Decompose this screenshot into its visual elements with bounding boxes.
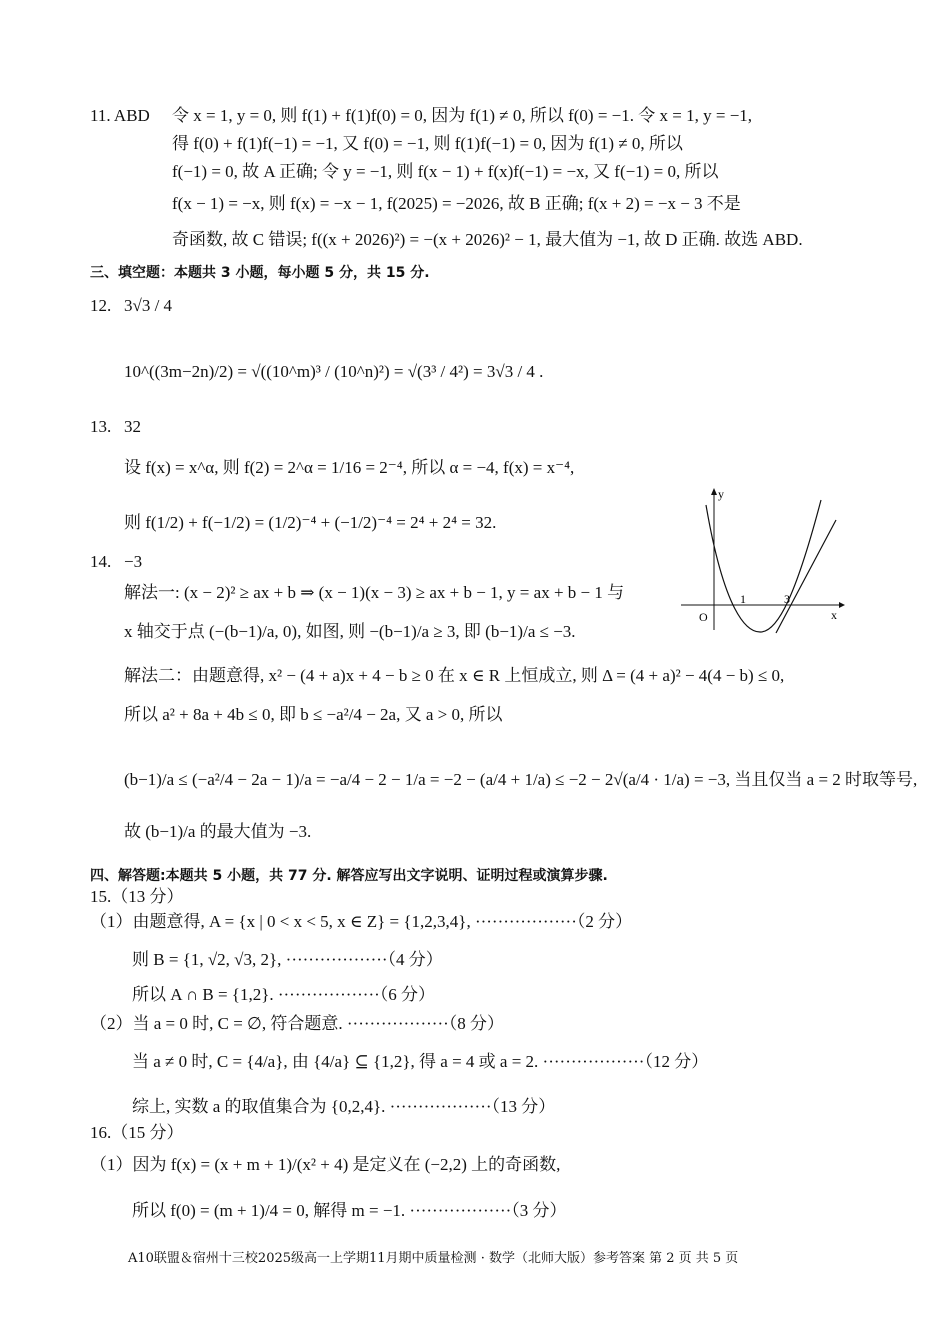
q16-part1-line-1: （1）因为 f(x) = (x + m + 1)/(x² + 4) 是定义在 (−2,2) 上的奇函数, — [90, 1155, 561, 1174]
section-3-heading: 三、填空题：本题共 3 小题，每小题 5 分，共 15 分. — [90, 265, 430, 281]
x-axis-label: x — [831, 608, 837, 622]
q16-header: 16.（15 分） — [90, 1123, 184, 1142]
q14-line-3: 解法二：由题意得, x² − (4 + a)x + 4 − b ≥ 0 在 x ∈ R 上恒成立, 则 Δ = (4 + a)² − 4(4 − b) ≤ 0, — [124, 666, 785, 685]
q16-part1-line-2: 所以 f(0) = (m + 1)/4 = 0, 解得 m = −1. ··················（3 分） — [132, 1201, 567, 1220]
q12-number: 12. — [90, 296, 112, 315]
q12-answer: 3√3 / 4 — [124, 296, 173, 315]
q14-answer: −3 — [124, 552, 143, 571]
q15-part2-line-3: 综上, 实数 a 的取值集合为 {0,2,4}. ··················（13 分） — [132, 1097, 556, 1116]
y-axis-label: y — [718, 487, 724, 501]
q13-line-2: 则 f(1/2) + f(−1/2) = (1/2)⁻⁴ + (−1/2)⁻⁴ = 2⁴ + 2⁴ = 32. — [124, 513, 497, 532]
tick-label-1: 1 — [740, 592, 746, 606]
q14-number: 14. — [90, 552, 112, 571]
page-footer: A10联盟＆宿州十三校2025级高一上学期11月期中质量检测 · 数学（北师大版）参考答案 第 2 页 共 5 页 — [128, 1251, 739, 1266]
origin-label: O — [699, 610, 708, 624]
q15-part2-line-1: （2）当 a = 0 时, C = ∅, 符合题意. ··················（8 分） — [90, 1014, 505, 1033]
q12-solution: 10^((3m−2n)/2) = √((10^m)³ / (10^n)²) = √(3³ / 4²) = 3√3 / 4 . — [124, 362, 544, 381]
line-y-ax-b-1 — [776, 520, 836, 633]
tick-label-3: 3 — [784, 592, 790, 606]
q11-line-2: 得 f(0) + f(1)f(−1) = −1, 又 f(0) = −1, 则 f(1)f(−1) = 0, 因为 f(1) ≠ 0, 所以 — [172, 134, 683, 153]
q14-line-4: 所以 a² + 8a + 4b ≤ 0, 即 b ≤ −a²/4 − 2a, 又 a > 0, 所以 — [124, 705, 503, 724]
q15-header: 15.（13 分） — [90, 887, 184, 906]
q13-line-1: 设 f(x) = x^α, 则 f(2) = 2^α = 1/16 = 2⁻⁴, 所以 α = −4, f(x) = x⁻⁴, — [124, 458, 575, 477]
q11-line-4: f(x − 1) = −x, 则 f(x) = −x − 1, f(2025) = −2026, 故 B 正确; f(x + 2) = −x − 3 不是 — [172, 194, 741, 213]
section-4-heading: 四、解答题:本题共 5 小题，共 77 分. 解答应写出文字说明、证明过程或演算步骤. — [90, 868, 608, 884]
q11-number: 11. ABD — [90, 106, 150, 125]
q14-line-2: x 轴交于点 (−(b−1)/a, 0), 如图, 则 −(b−1)/a ≥ 3, 即 (b−1)/a ≤ −3. — [124, 622, 576, 641]
q15-part2-line-2: 当 a ≠ 0 时, C = {4/a}, 由 {4/a} ⊆ {1,2}, 得 a = 4 或 a = 2. ··················（12 分） — [132, 1052, 709, 1071]
q13-number: 13. — [90, 417, 112, 436]
q11-line-5: 奇函数, 故 C 错误; f((x + 2026)²) = −(x + 2026)² − 1, 最大值为 −1, 故 D 正确. 故选 ABD. — [172, 230, 803, 249]
y-axis-arrow — [711, 488, 717, 495]
q15-part1-line-1: （1）由题意得, A = {x | 0 < x < 5, x ∈ Z} = {1,2,3,4}, ··················（2 分） — [90, 912, 633, 931]
parabola-curve — [706, 500, 821, 632]
q13-answer: 32 — [124, 417, 141, 436]
q14-line-1: 解法一: (x − 2)² ≥ ax + b ⇒ (x − 1)(x − 3) ≥ ax + b − 1, y = ax + b − 1 与 — [124, 583, 625, 602]
q11-line-3: f(−1) = 0, 故 A 正确; 令 y = −1, 则 f(x − 1) + f(x)f(−1) = −x, 又 f(−1) = 0, 所以 — [172, 162, 719, 181]
parabola-line-graph — [676, 485, 846, 635]
q15-part1-line-2: 则 B = {1, √2, √3, 2}, ··················（4 分） — [132, 950, 443, 969]
q14-line-6: 故 (b−1)/a 的最大值为 −3. — [124, 822, 312, 841]
q15-part1-line-3: 所以 A ∩ B = {1,2}. ··················（6 分） — [132, 985, 436, 1004]
x-axis-arrow — [839, 602, 845, 608]
q11-line-1: 令 x = 1, y = 0, 则 f(1) + f(1)f(0) = 0, 因为 f(1) ≠ 0, 所以 f(0) = −1. 令 x = 1, y = −1, — [172, 106, 753, 125]
q14-line-5: (b−1)/a ≤ (−a²/4 − 2a − 1)/a = −a/4 − 2 − 1/a = −2 − (a/4 + 1/a) ≤ −2 − 2√(a/4 · 1/a) = −3, 当且仅当 a = 2 时取等号, — [124, 770, 918, 789]
